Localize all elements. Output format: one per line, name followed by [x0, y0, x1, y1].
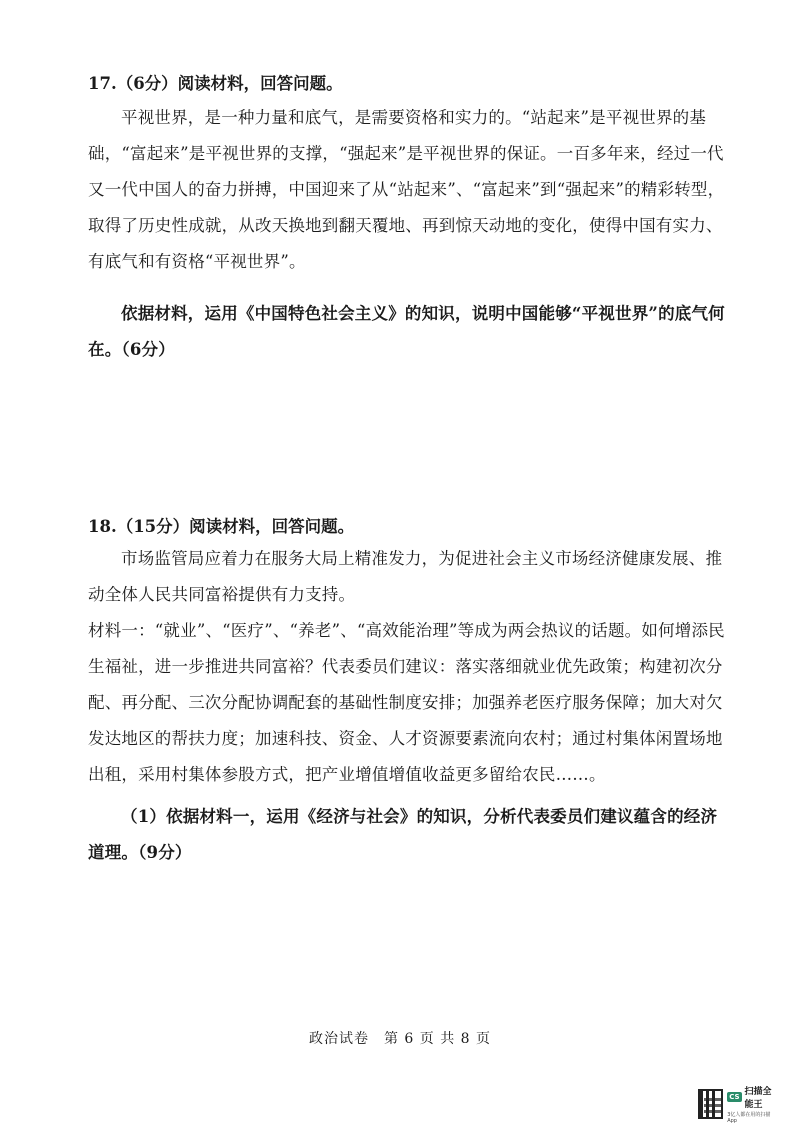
- camscanner-name: 扫描全能王: [744, 1087, 772, 1110]
- page-footer: 政治试卷 第 6 页 共 8 页: [308, 1031, 492, 1047]
- question-18-title: 18.（15分）阅读材料，回答问题。: [88, 517, 355, 536]
- qr-code-icon: [698, 1089, 723, 1119]
- camscanner-logo-icon: CS: [729, 1093, 740, 1101]
- question-18-intro: 市场监管局应着力在服务大局上精准发力，为促进社会主义市场经济健康发展、推动全体人民共同富裕提供有力支持。: [88, 549, 723, 604]
- question-17-prompt: 依据材料，运用《中国特色社会主义》的知识，说明中国能够“平视世界”的底气何在。（6分）: [88, 304, 725, 359]
- question-17-title: 17.（6分）阅读材料，回答问题。: [88, 74, 343, 93]
- question-18-material-one: 材料一：“就业”、“医疗”、“养老”、“高效能治理”等成为两会热议的话题。如何增添民生福祉，进一步推进共同富裕？代表委员们建议：落实落细就业优先政策；构建初次分配、再分配、三次分配协调配套的基础性制度安排；加强养老医疗服务保障；加大对欠发达地区的帮扶力度；加速科技、资金、人才资源要素流向农村；通过村集体闲置场地出租，采用村集体参股方式，把产业增值增值收益更多留给农民……。: [88, 621, 725, 784]
- question-17-material: 平视世界，是一种力量和底气，是需要资格和实力的。“站起来”是平视世界的基础，“富起来”是平视世界的支撑，“强起来”是平视世界的保证。一百多年来，经过一代又一代中国人的奋力拼搏，中国迎来了从“站起来”、“富起来”到“强起来”的精彩转型，取得了历史性成就，从改天换地到翻天覆地、再到惊天动地的变化，使得中国有实力、有底气和有资格“平视世界”。: [88, 108, 725, 271]
- camscanner-tagline: 3亿人都在用的扫描App: [727, 1112, 771, 1124]
- camscanner-mark: [727, 1084, 778, 1124]
- scanner-watermark: [698, 1086, 778, 1122]
- question-18-subquestion-1: （1）依据材料一，运用《经济与社会》的知识，分析代表委员们建议蕴含的经济道理。（9分）: [88, 807, 718, 862]
